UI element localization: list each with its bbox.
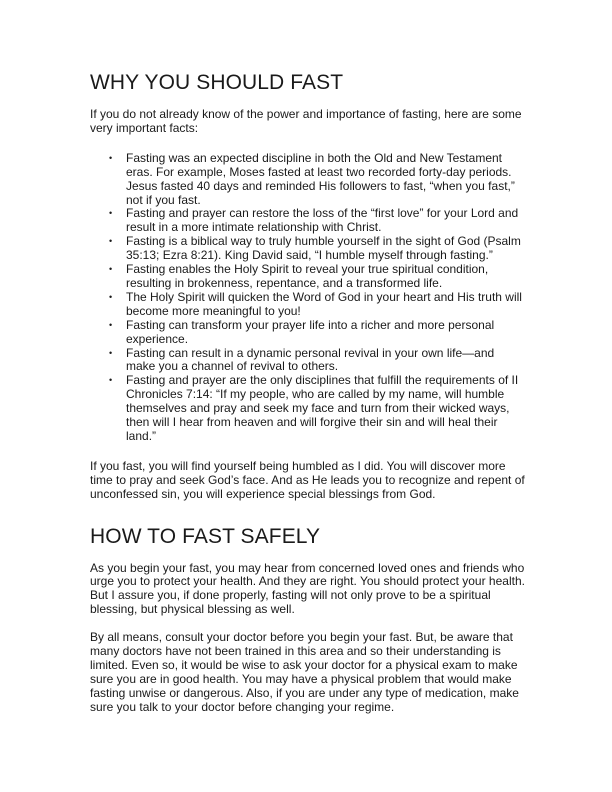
bullet-icon: • — [109, 319, 113, 330]
list-item — [109, 317, 526, 347]
list-item — [109, 206, 526, 235]
section-heading-why-fast: WHY YOU SHOULD FAST — [90, 71, 344, 94]
list-item-text: Fasting enables the Holy Spirit to reveal your true spiritual condition, resulting in brokenness, repentance, and a transformed life. — [126, 262, 489, 290]
list-item — [109, 289, 526, 319]
safety-paragraph-1: As you begin your fast, you may hear from concerned loved ones and friends who urge you to protect your health. And they are right. You should protect your health. But I assure you, if done properly, fasting will not only prove to be a spiritual blessing, but physical blessing as well. — [90, 560, 525, 617]
list-item-text: Fasting is a biblical way to truly humble yourself in the sight of God (Psalm 35:13; Ezra 8:21). King David said, “I humble myself through fasting.” — [126, 234, 521, 263]
safety-paragraph-2: By all means, consult your doctor before you begin your fast. But, be aware that many doctors have not been trained in this area and so their understanding is limited. Even so, it would be wise to ask your doctor for a physical exam to make sure you are in good health. You may have a physical problem that would make fasting unwise or dangerous. Also, if you are under any type of medication, make sure you talk to your doctor before changing your regime. — [90, 630, 519, 714]
list-item-text: Fasting was an expected discipline in both the Old and New Testament eras. For example, Moses fasted at least two recorded forty-day periods. Jesus fasted 40 days and reminded His followers to fast, “when you fast,” not if you fast. — [126, 150, 515, 207]
list-item — [109, 150, 526, 208]
bullet-icon: • — [109, 152, 113, 163]
bullet-icon: • — [109, 208, 113, 219]
bullet-icon: • — [109, 264, 113, 275]
bullet-icon: • — [109, 347, 113, 358]
section-heading-fast-safely: HOW TO FAST SAFELY — [90, 524, 321, 548]
paragraph-spacer — [90, 617, 526, 631]
list-item-text: Fasting can transform your prayer life into a richer and more personal experience. — [126, 317, 495, 346]
outro-paragraph: If you fast, you will find yourself being humbled as I did. You will discover more time to pray and seek God’s face. And as He leads you to recognize and repent of unconfessed sin, you will experience special blessings from God. — [90, 458, 525, 501]
list-item — [109, 345, 526, 375]
list-item-text: Fasting can result in a dynamic personal revival in your own life—and make you a channel of revival to others. — [126, 345, 495, 374]
bullet-icon: • — [109, 291, 113, 302]
list-item — [109, 262, 526, 291]
list-item-text: Fasting and prayer can restore the loss of the “first love” for your Lord and result in a more intimate relationship with Christ. — [126, 206, 519, 235]
list-item-text: Fasting and prayer are the only disciplines that fulfill the requirements of II Chronicles 7:14: “If my people, who are called by my name, will humble themselves and pray and seek my face and turn from their wicked ways, then will I hear from heaven and will forgive their sin and will heal their land.” — [126, 373, 519, 443]
facts-list — [90, 152, 526, 444]
list-item-text: The Holy Spirit will quicken the Word of God in your heart and His truth will become more meaningful to you! — [126, 289, 522, 318]
intro-paragraph: If you do not already know of the power and importance of fasting, here are some very important facts: — [90, 107, 522, 135]
list-item — [109, 373, 526, 444]
list-item — [109, 234, 526, 263]
document-page — [90, 70, 526, 715]
bullet-icon: • — [109, 236, 113, 247]
bullet-icon: • — [109, 375, 113, 386]
